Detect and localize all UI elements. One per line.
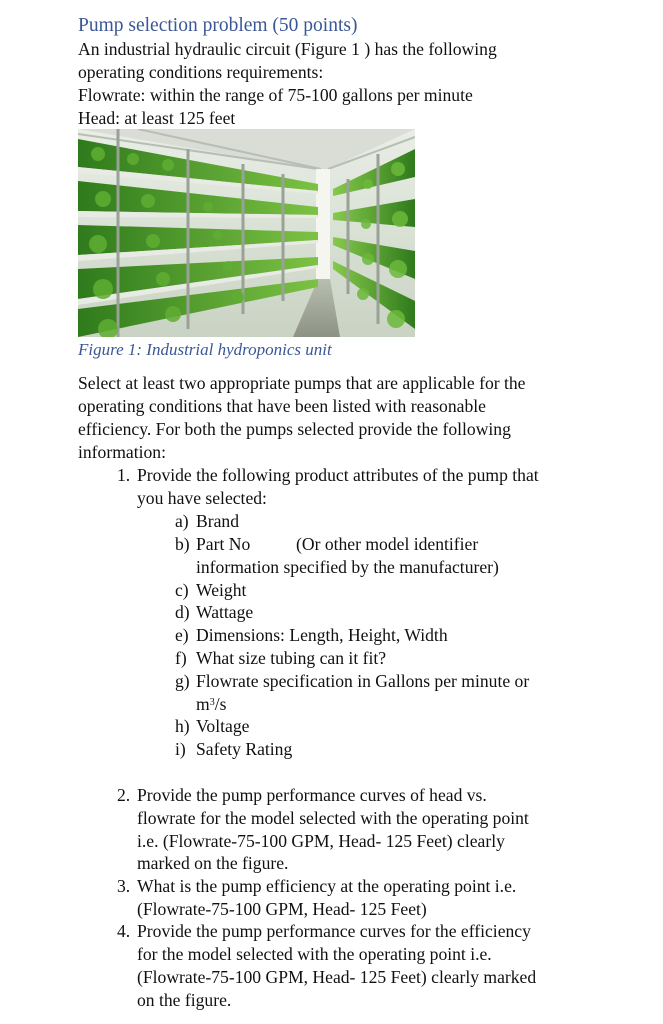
sub-g-unit-exponent: 3 <box>209 697 215 708</box>
item-4-line-1: Provide the pump performance curves for the efficiency <box>137 921 531 941</box>
item-1-number: 1. <box>117 465 131 485</box>
item-2-number: 2. <box>117 785 131 805</box>
task-line-3: efficiency. For both the pumps selected provide the following <box>78 419 511 439</box>
sub-g-text: Flowrate specification in Gallons per minute or <box>196 671 530 691</box>
sub-g-unit-base: m <box>196 694 210 714</box>
sub-h-label: h) <box>175 716 190 736</box>
item-4-line-3: (Flowrate-75-100 GPM, Head- 125 Feet) clearly marked <box>137 967 537 987</box>
hydroponics-photo-illustration <box>78 129 415 337</box>
sub-d-text: Wattage <box>196 602 254 622</box>
sub-h-text: Voltage <box>196 716 250 736</box>
intro-line-2: operating conditions requirements: <box>78 62 324 82</box>
item-1-line-2: you have selected: <box>137 488 267 508</box>
task-line-1: Select at least two appropriate pumps that are applicable for the <box>78 373 526 393</box>
page-title: Pump selection problem (50 points) <box>78 15 358 36</box>
sub-i-text: Safety Rating <box>196 739 293 759</box>
sub-a-label: a) <box>175 511 189 531</box>
item-2-line-3: i.e. (Flowrate-75-100 GPM, Head- 125 Feet) clearly <box>137 831 505 851</box>
intro-line-4: Head: at least 125 feet <box>78 108 236 128</box>
figure-caption: Figure 1: Industrial hydroponics unit <box>78 340 332 359</box>
item-2-line-1: Provide the pump performance curves of head vs. <box>137 785 487 805</box>
sub-e-text: Dimensions: Length, Height, Width <box>196 625 448 645</box>
item-3-line-2: (Flowrate-75-100 GPM, Head- 125 Feet) <box>137 899 427 919</box>
hydroponics-photo <box>78 129 415 337</box>
sub-g-continuation <box>196 693 226 716</box>
sub-f-label: f) <box>175 648 187 668</box>
sub-a-text: Brand <box>196 511 239 531</box>
sub-d-label: d) <box>175 602 190 622</box>
item-4-line-4: on the figure. <box>137 990 232 1010</box>
intro-line-3: Flowrate: within the range of 75-100 gallons per minute <box>78 85 473 105</box>
sub-c-text: Weight <box>196 580 247 600</box>
sub-b-text: Part No <box>196 534 251 554</box>
task-line-4: information: <box>78 442 166 462</box>
task-line-2: operating conditions that have been listed with reasonable <box>78 396 486 416</box>
item-3-line-1: What is the pump efficiency at the operating point i.e. <box>137 876 517 896</box>
sub-b-label: b) <box>175 534 190 554</box>
sub-b-aside: (Or other model identifier <box>296 534 479 554</box>
item-2-line-2: flowrate for the model selected with the operating point <box>137 808 529 828</box>
sub-e-label: e) <box>175 625 189 645</box>
sub-g-unit-tail: /s <box>214 694 227 714</box>
sub-b-continuation: information specified by the manufacturer) <box>196 557 499 577</box>
item-2-line-4: marked on the figure. <box>137 853 289 873</box>
sub-g-label: g) <box>175 671 190 691</box>
sub-i-label: i) <box>175 739 186 759</box>
sub-c-label: c) <box>175 580 189 600</box>
item-4-line-2: for the model selected with the operating point i.e. <box>137 944 492 964</box>
item-1-line-1: Provide the following product attributes of the pump that <box>137 465 539 485</box>
item-4-number: 4. <box>117 921 131 941</box>
intro-line-1: An industrial hydraulic circuit (Figure 1 ) has the following <box>78 39 497 59</box>
item-3-number: 3. <box>117 876 131 896</box>
sub-f-text: What size tubing can it fit? <box>196 648 387 668</box>
